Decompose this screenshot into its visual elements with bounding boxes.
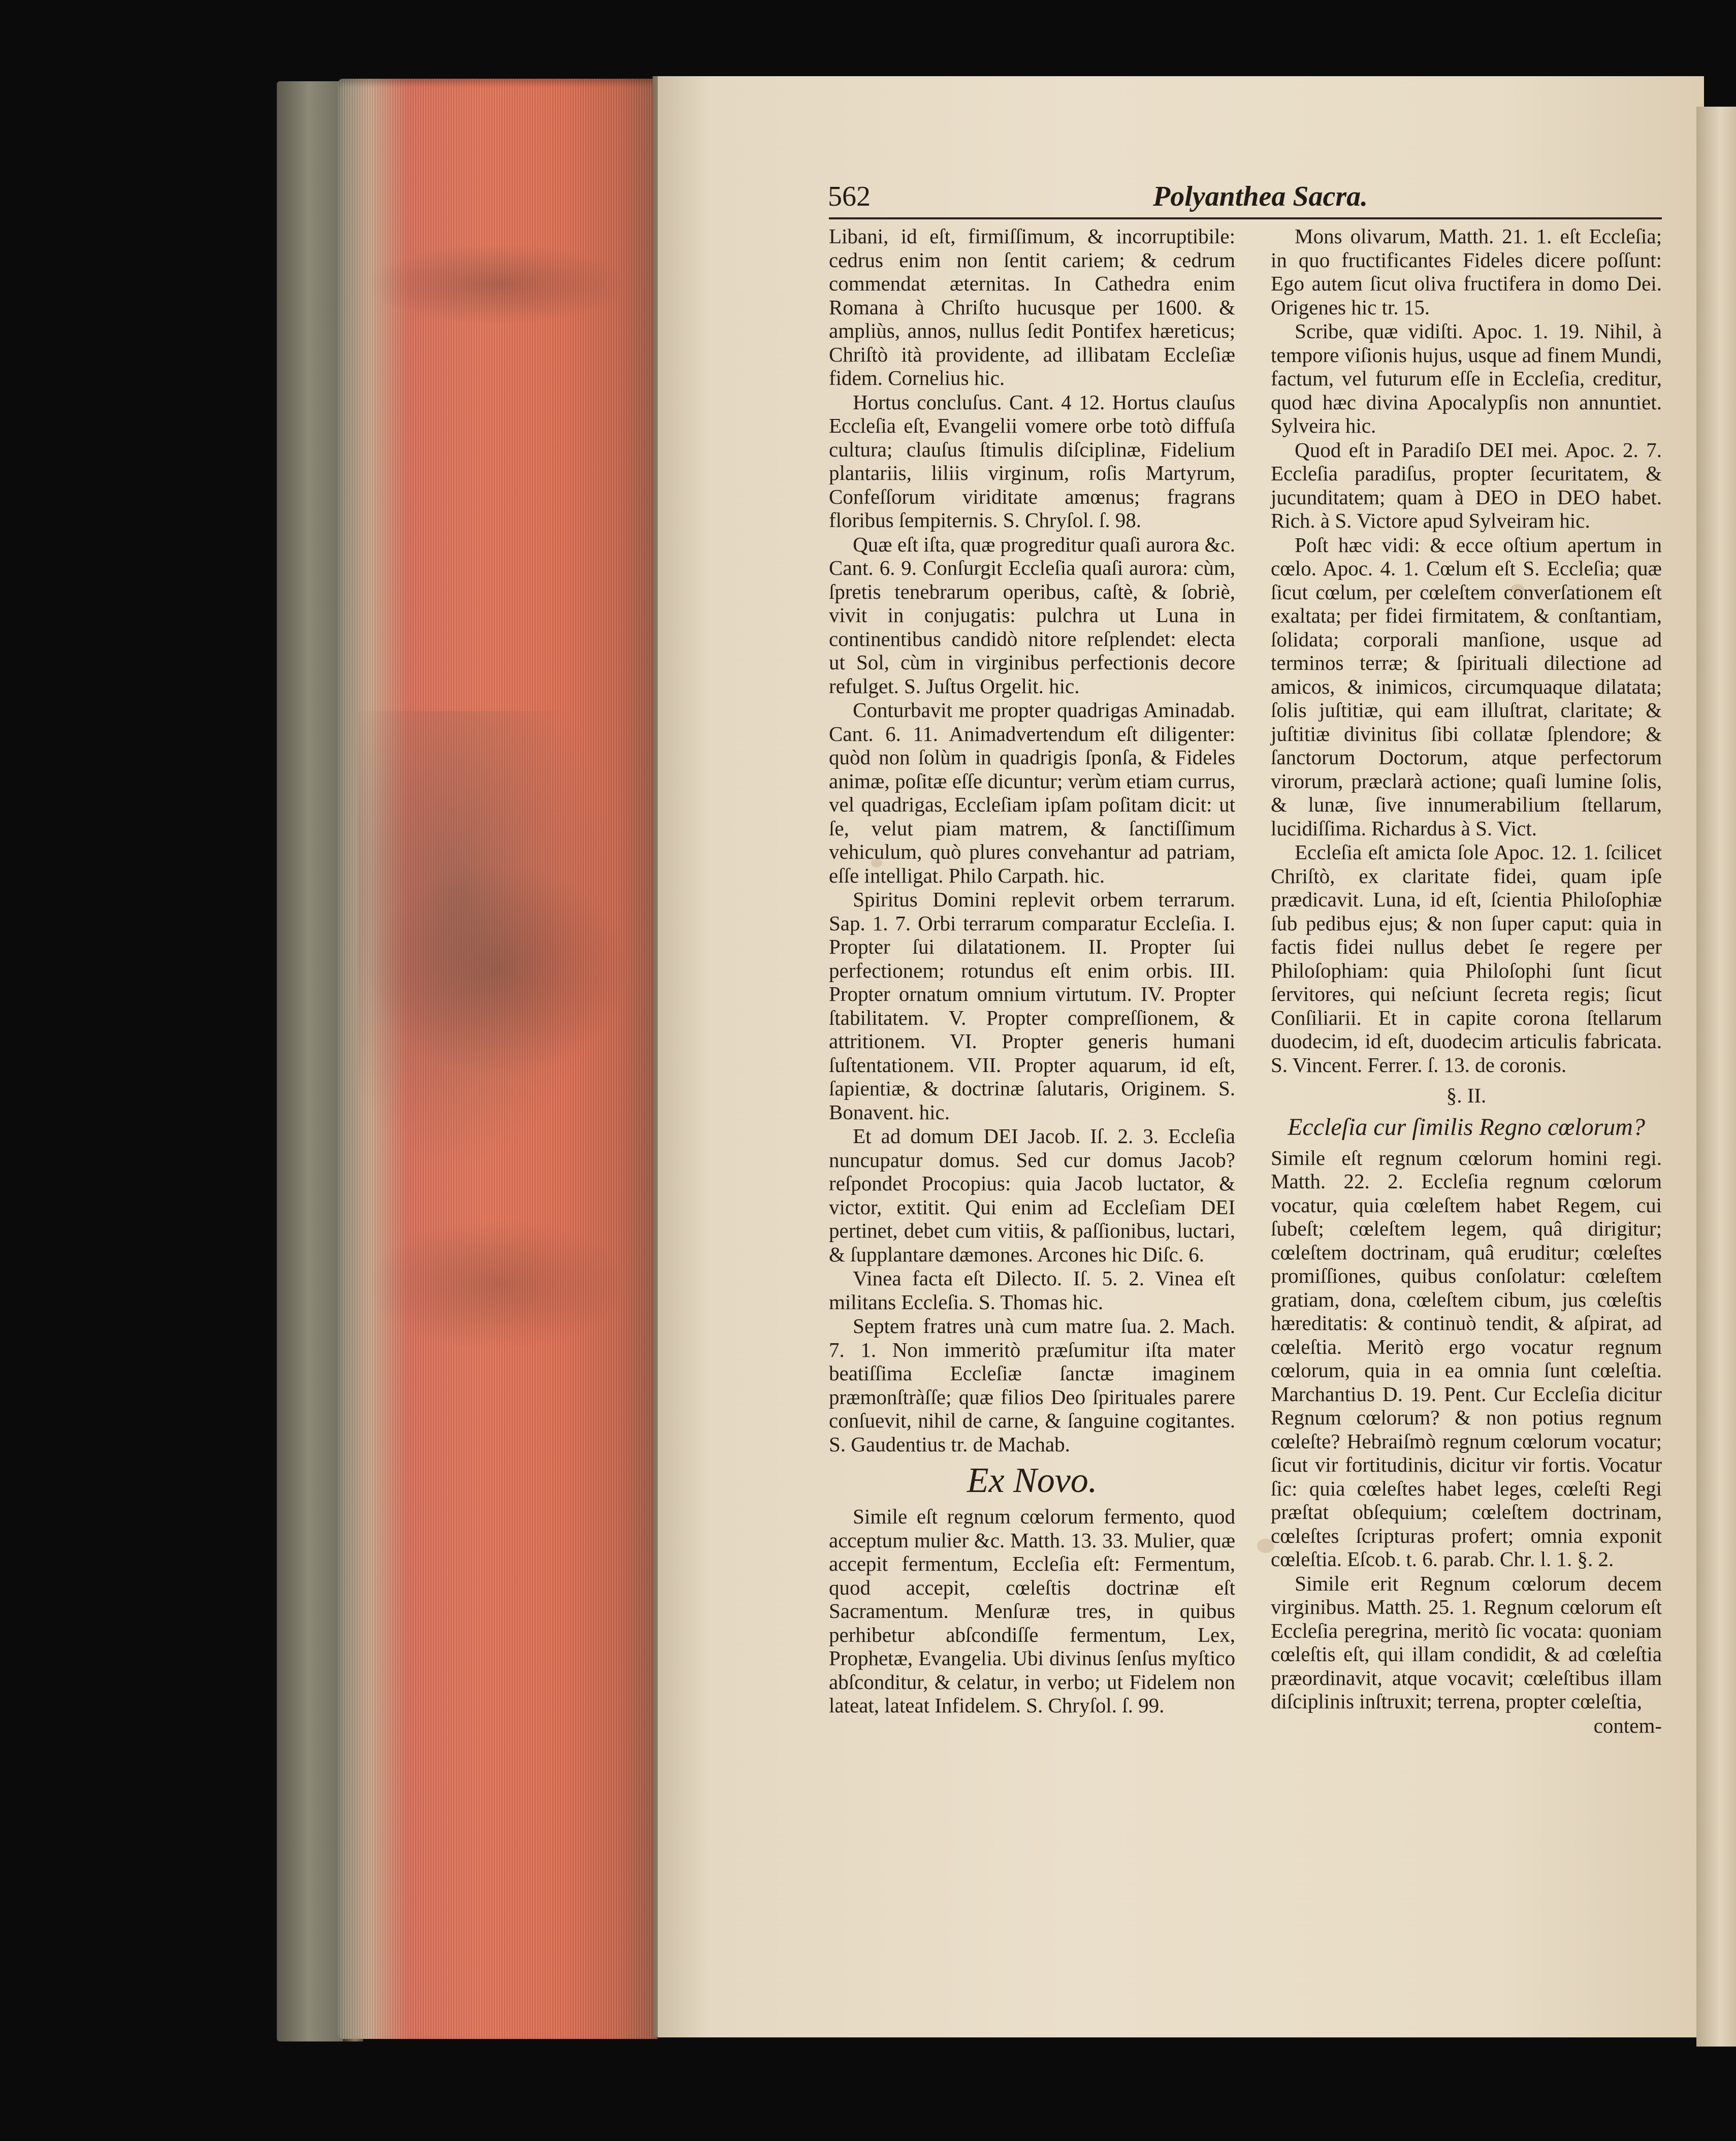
book-cover-left [277,81,348,2041]
right-column [1271,224,1662,1737]
facing-page-edge [1696,107,1736,2047]
paragraph: Scribe, quæ vidiſti. Apoc. 1. 19. Nihil, à tempore viſionis hujus, usque ad finem Mundi, factum, vel futurum eſſe in Eccleſia, creditur, quod hæc divina Apocalypſis non annuntiet. Sylveira hic. [1271,319,1662,437]
paragraph: Simile eſt regnum cœlorum homini regi. Matth. 22. 2. Eccleſia regnum cœlorum vocatur, quia cœleſtem habet Regem, cui ſubeſt; cœleſtem legem, quâ dirigitur; cœleſtem doctrinam, quâ eruditur; cœleſtes promiſſiones, quibus conſolatur: cœleſtem gratiam, dona, cœleſtem cibum, jus cœleſtis hæreditatis: & continuò tendit, & aſpirat, ad cœleſtia. Meritò ergo vocatur regnum cœlorum, quia in ea omnia ſunt cœleſtia. Marchantius D. 19. Pent. Cur Eccleſia dicitur Regnum cœlorum? & non potius regnum cœleſte? Hebraiſmò regnum cœlorum vocatur; ſicut vir fortitudinis, dicitur vir fortis. Vocatur ſic: quia cœleſtes habet leges, cœleſti Regi præſtat obſequium; cœleſtem doctrinam, cœleſtes ſcripturas profert; omnia exponit cœleſtia. Eſcob. t. 6. parab. Chr. l. 1. §. 2. [1271,1146,1662,1571]
paragraph: Poſt hæc vidi: & ecce oſtium apertum in cœlo. Apoc. 4. 1. Cœlum eſt S. Eccleſia; quæ ſicut cœlum, per cœleſtem converſationem eſt exaltata; per fidei firmitatem, & conſtantiam, ſolidata; corporali manſione, usque ad terminos terræ; & ſpirituali dilectione ad amicos, & inimicos, circumquaque dilatata; ſolis juſtitiæ, qui eam illuſtrat, claritate; & juſtitiæ divinitus ſibi collatæ ſplendore; & ſanctorum Doctorum, atque perfectorum virorum, præclarà actione; quaſi lumine ſolis, & lunæ, ſive innumerabilium ſtellarum, lucidiſſima. Richardus à S. Vict. [1271,533,1662,840]
edge-stain [358,711,612,1168]
paragraph: Septem fratres unà cum matre ſua. 2. Mach. 7. 1. Non immeritò præſumitur iſta mater beatiſſima Eccleſiæ ſanctæ imaginem præmonſtràſſe; quæ filios Deo ſpirituales parere conſuevit, nihil de carne, & ſanguine cogitantes. S. Gaudentius tr. de Machab. [829,1314,1235,1456]
paragraph: Et ad domum DEI Jacob. Iſ. 2. 3. Eccleſia nuncupatur domus. Sed cur domus Jacob? reſpondet Procopius: quia Jacob luctator, & victor, extitit. Qui enim ad Eccleſiam DEI pertinet, debet cum vitiis, & paſſionibus, luctari, & ſupplantare dæmones. Arcones hic Diſc. 6. [829,1124,1235,1266]
paragraph: Quæ eſt iſta, quæ progreditur quaſi aurora &c. Cant. 6. 9. Conſurgit Eccleſia quaſi aurora: cùm, ſpretis tenebrarum operibus, caſtè, & ſobriè, vivit in conjugatis: pulchra ut Luna in continentibus candidò nitore reſplendet: electa ut Sol, cùm in virginibus perfectionis decore refulget. S. Juſtus Orgelit. hic. [829,532,1235,698]
paragraph: Quod eſt in Paradiſo DEI mei. Apoc. 2. 7. Eccleſia paradiſus, propter ſecuritatem, & jucunditatem; quam à DEO in DEO habet. Rich. à S. Victore apud Sylveiram hic. [1271,438,1662,532]
page-number: 562 [828,181,871,212]
edge-stain [366,244,630,325]
paragraph: Vinea facta eſt Dilecto. Iſ. 5. 2. Vinea eſt militans Eccleſia. S. Thomas hic. [829,1267,1235,1314]
paragraph: Libani, id eſt, firmiſſimum, & incorruptibile: cedrus enim non ſentit cariem; & cedrum commendat æternitas. In Cathedra enim Romana à Chriſto hucusque per 1600. & ampliùs, annos, nullus ſedit Pontifex hæreticus; Chriſtò ità providente, ad illibatam Eccleſiæ fidem. Cornelius hic. [829,224,1235,390]
section-title [1271,1114,1662,1141]
edge-stain [366,1219,630,1351]
header-rule [829,217,1662,219]
paragraph: Conturbavit me propter quadrigas Aminadab. Cant. 6. 11. Animadvertendum eſt diligenter: quòd non ſolùm in quadrigis ſponſa, & Fideles animæ, poſitæ eſſe dicuntur; verùm etiam currus, vel quadrigas, Eccleſiam ipſam poſitam dicit: ut ſe, velut piam matrem, & ſanctiſſimum vehiculum, quò plures convehantur ad patriam, eſſe intelligat. Philo Carpath. hic. [829,698,1235,887]
paragraph: Hortus concluſus. Cant. 4 12. Hortus clauſus Eccleſia eſt, Evangelii vomere orbe totò diffuſa cultura; clauſus ſtimulis diſciplinæ, Fidelium plantariis, liliis virginum, roſis Martyrum, Confeſſorum viriditate amœnus; fragrans floribus ſempiternis. S. Chryſol. ſ. 98. [829,390,1235,532]
ex-novo-heading: Ex Novo. [967,1461,1098,1500]
catchword: contem- [1593,1713,1662,1737]
paragraph: Eccleſia eſt amicta ſole Apoc. 12. 1. ſcilicet Chriſtò, ex claritate fidei, quam ipſe prædicavit. Luna, id eſt, ſcientia Philoſophiæ ſub pedibus ejus; & non ſuper caput: quia in factis fidei nullus debet ſe regere per Philoſophiam: quia Philoſophi ſunt ſicut ſervitores, qui neſciunt ſecreta regis; ſicut Conſiliarii. Et in capite corona ſtellarum duodecim, id eſt, duodecim articulis fabricata. S. Vincent. Ferrer. ſ. 13. de coronis. [1271,840,1662,1077]
paragraph: Spiritus Domini replevit orbem terrarum. Sap. 1. 7. Orbi terrarum comparatur Eccleſia. I. Propter ſui dilatationem. II. Propter ſui perfectionem; rotundus eſt enim orbis. III. Propter ornatum omnium virtutum. IV. Propter ſtabilitatem. V. Propter compreſſionem, & attritionem. VI. Propter generis humani ſuſtentationem. VII. Propter aquarum, id eſt, ſapientiæ, & doctrinæ ſalutaris, Originem. S. Bonavent. hic. [829,888,1235,1124]
paragraph: Mons olivarum, Matth. 21. 1. eſt Eccleſia; in quo fructificantes Fideles dicere poſſunt: Ego autem ſicut oliva fructifera in domo Dei. Origenes hic tr. 15. [1271,224,1662,319]
paragraph: Simile erit Regnum cœlorum decem virginibus. Matth. 25. 1. Regnum cœlorum eſt Eccleſia peregrina, meritò ſic vocata: quoniam cœleſtis eſt, qui illam condidit, & ad cœleſtia præordinavit, atque vocavit; cœleſtibus illam diſciplinis inſtruxit; terrena, propter cœleſtia, [1271,1571,1662,1713]
section-number: §. II. [1446,1084,1487,1107]
left-column [829,224,1235,1717]
section-title-text: Eccleſia cur ſimilis Regno cœlorum? [1288,1113,1645,1141]
running-header [828,180,1661,216]
running-title: Polyanthea Sacra. [1153,181,1368,212]
paragraph: Simile eſt regnum cœlorum fermento, quod acceptum mulier &c. Matth. 13. 33. Mulier, quæ accepit fermentum, Eccleſia eſt: Fermentum, quod accepit, cœleſtis doctrinæ eſt Sacramentum. Menſuræ tres, in quibus perhibetur abſcondiſſe fermentum, Lex, Prophetæ, Evangelia. Ubi divinus ſenſus myſtico abſconditur, & celatur, in verbo; ut Fidelem non lateat, lateat Infidelem. S. Chryſol. ſ. 99. [829,1505,1235,1717]
